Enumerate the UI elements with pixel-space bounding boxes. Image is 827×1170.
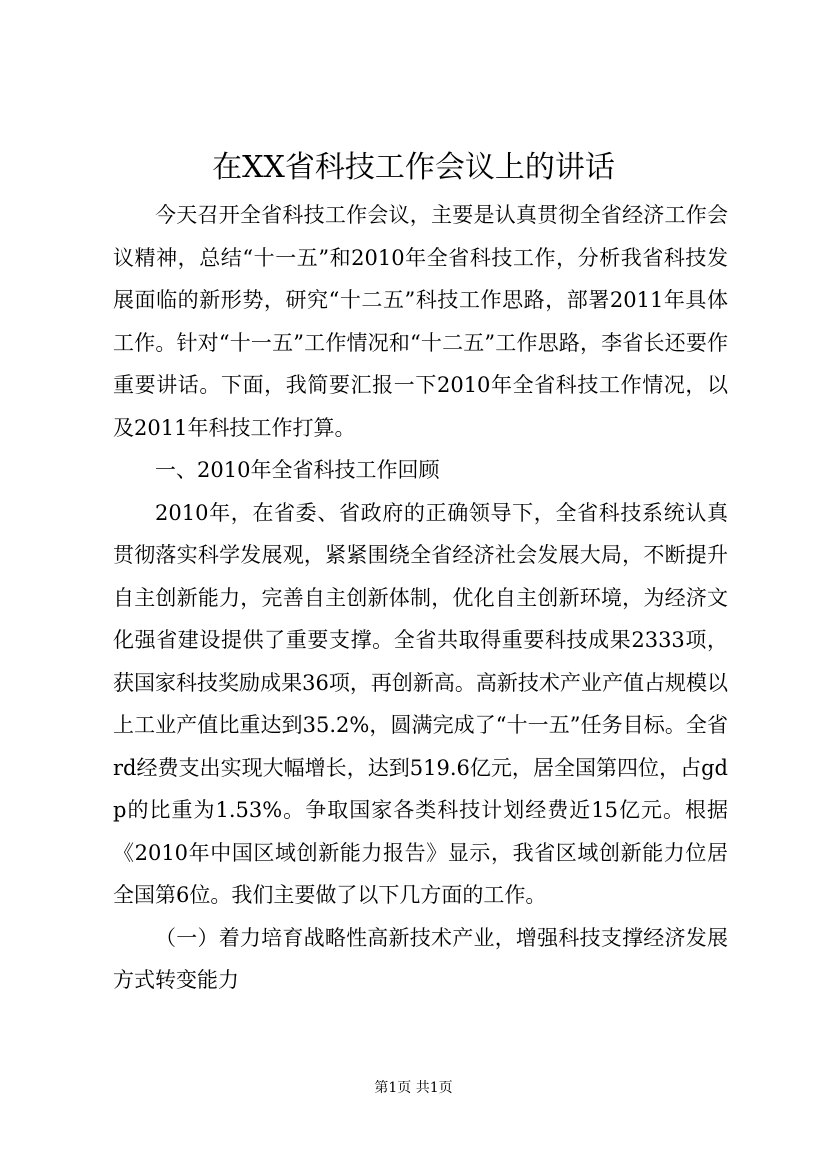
subsection-heading-1: （一）着力培育战略性高新技术产业，增强科技支撑经济发展方式转变能力 — [113, 925, 728, 992]
paragraph-review: 2010年，在省委、省政府的正确领导下，全省科技系统认真贯彻落实科学发展观，紧紧围绕全省经济社会发展大局，不断提升自主创新能力，完善自主创新体制，优化自主创新环境，为经济文化强省建设提供了重要支撑。全省共取得重要科技成果2333项，获国家科技奖励成果36项，再创新高。高新技术产业产值占规模以上工业产值比重达到35.2%，圆满完成了“十一五”任务目标。全省rd经费支出实现大幅增长，达到519.6亿元，居全国第四位，占gdp的比重为1.53%。争取国家各类科技计划经费近15亿元。根据《2010年中国区域创新能力报告》显示，我省区域创新能力位居全国第6位。我们主要做了以下几方面的工作。 — [113, 500, 728, 907]
document-body — [113, 194, 728, 1002]
document-title: 在XX省科技工作会议上的讲话 — [212, 150, 615, 185]
page-footer: 第1页 共1页 — [374, 1080, 453, 1096]
paragraph-intro: 今天召开全省科技工作会议，主要是认真贯彻全省经济工作会议精神，总结“十一五”和2010年全省科技工作，分析我省科技发展面临的新形势，研究“十二五”科技工作思路，部署2011年具体工作。针对“十一五”工作情况和“十二五”工作思路，李省长还要作重要讲话。下面，我简要汇报一下2010年全省科技工作情况，以及2011年科技工作打算。 — [113, 203, 728, 440]
section-heading-review: 一、2010年全省科技工作回顾 — [155, 458, 440, 482]
